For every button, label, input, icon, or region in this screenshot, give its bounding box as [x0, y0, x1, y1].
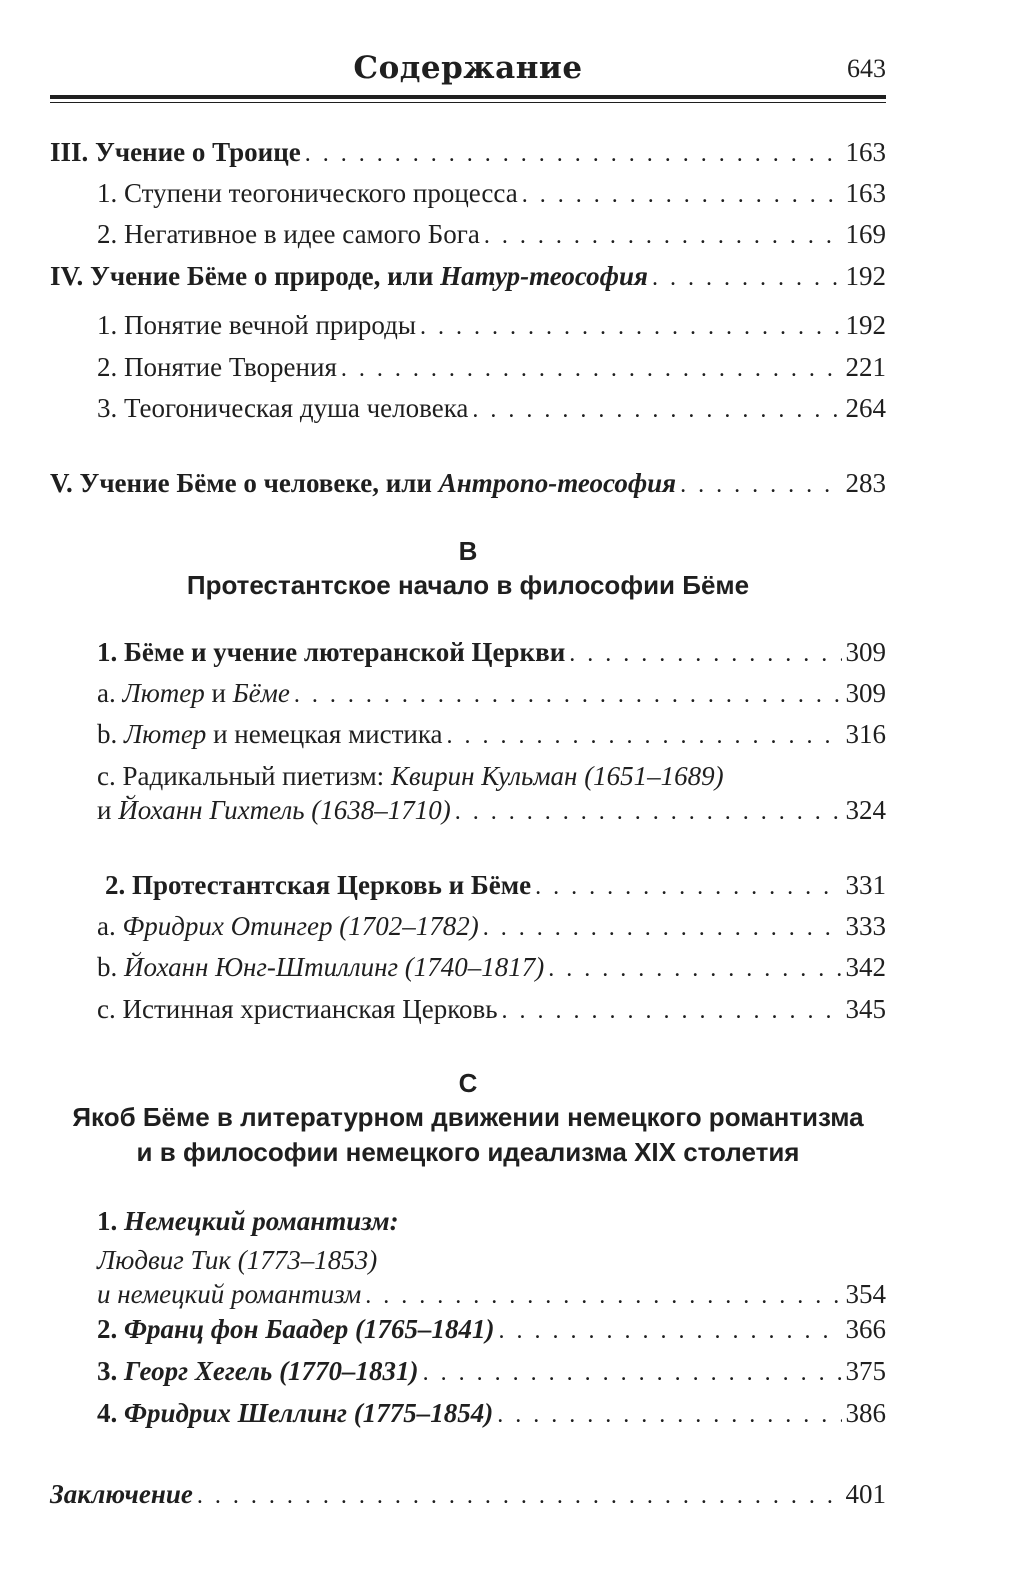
toc-page-number: 386 — [845, 1398, 886, 1428]
toc-leader — [569, 636, 841, 672]
toc-page-number: 163 — [845, 137, 886, 167]
toc-page-number: 283 — [845, 468, 886, 498]
toc-leader — [499, 1313, 842, 1349]
toc-entry-b-2c[interactable] — [97, 991, 886, 1027]
toc-leader — [497, 1397, 841, 1433]
toc-leader — [522, 177, 842, 213]
toc-entry-text: 3. Теогоническая душа человека — [97, 393, 469, 423]
toc-entry-text: III. Учение о Троице — [50, 137, 301, 167]
toc-entry-text: и Йоханн Гихтель (1638–1710) — [97, 795, 451, 825]
toc-page-number: 264 — [845, 393, 886, 423]
toc-entry-c-2[interactable] — [97, 1311, 886, 1347]
toc-leader — [455, 794, 842, 830]
toc-entry-text: 1. Ступени теогонического процесса — [97, 178, 518, 208]
toc-entry-text: a. Лютер и Бёме — [97, 678, 290, 708]
toc-leader — [365, 1278, 841, 1314]
section-c-title-line1: Якоб Бёме в литературном движении немецкого романтизма — [72, 1102, 864, 1132]
toc-page-number: 324 — [845, 795, 886, 825]
toc-entry-c-1-line1[interactable]: 1. Немецкий романтизм: — [97, 1206, 399, 1236]
toc-entry-text: Заключение — [50, 1479, 193, 1509]
toc-entry-4-3[interactable] — [97, 390, 886, 426]
toc-page-number: 309 — [845, 637, 886, 667]
section-c-title-line2: и в философии немецкого идеализма XIX столетия — [136, 1137, 800, 1167]
toc-page-number: 192 — [845, 310, 886, 340]
toc-entry-text: 2. Негативное в идее самого Бога — [97, 219, 480, 249]
toc-entry-c-4[interactable] — [97, 1395, 886, 1431]
toc-page-number: 309 — [845, 678, 886, 708]
toc-entry-b-1b[interactable] — [97, 716, 886, 752]
running-head — [50, 44, 886, 86]
toc-entry-text: b. Лютер и немецкая мистика — [97, 719, 443, 749]
toc-leader — [484, 218, 842, 254]
toc-page-number: 333 — [845, 911, 886, 941]
toc-entry-text: 3. Георг Хегель (1770–1831) — [97, 1356, 419, 1386]
toc-entry-text: 2. Протестантская Церковь и Бёме — [105, 870, 532, 900]
toc-leader — [680, 467, 841, 503]
toc-entry-3-trinity[interactable] — [50, 134, 886, 170]
toc-entry-4-nature[interactable] — [50, 258, 886, 294]
section-b-title: Протестантское начало в философии Бёме — [186, 570, 750, 600]
header-rule-thin — [50, 102, 886, 103]
running-head-page-number: 643 — [847, 54, 886, 83]
toc-leader — [502, 993, 842, 1029]
toc-entry-text: 2. Франц фон Баадер (1765–1841) — [97, 1314, 495, 1344]
toc-leader — [447, 718, 842, 754]
toc-entry-5-man[interactable] — [50, 465, 886, 501]
toc-entry-text: 4. Фридрих Шеллинг (1775–1854) — [97, 1398, 494, 1428]
toc-page-number: 342 — [845, 952, 886, 982]
toc-entry-4-1[interactable] — [97, 307, 886, 343]
toc-entry-c-3[interactable] — [97, 1353, 886, 1389]
toc-entry-c-1-line3[interactable] — [97, 1276, 886, 1312]
toc-entry-text: b. Йоханн Юнг-Штиллинг (1740–1817) — [97, 952, 545, 982]
toc-entry-text: V. Учение Бёме о человеке, или Антропо-теософия — [50, 468, 677, 498]
toc-page-number: 221 — [845, 352, 886, 382]
toc-leader — [294, 677, 842, 713]
toc-leader — [305, 136, 842, 172]
section-b-letter: B — [458, 536, 478, 566]
toc-leader — [535, 869, 841, 905]
toc-entry-b-1c-line2[interactable] — [97, 792, 886, 828]
toc-leader — [423, 1355, 842, 1391]
toc-leader — [483, 910, 842, 946]
toc-page-number: 163 — [845, 178, 886, 208]
toc-entry-4-2[interactable] — [97, 349, 886, 385]
toc-page-number: 331 — [845, 870, 886, 900]
toc-page-number: 316 — [845, 719, 886, 749]
toc-leader — [472, 392, 841, 428]
toc-entry-text: и немецкий романтизм — [97, 1279, 362, 1309]
toc-entry-text: c. Истинная христианская Церковь — [97, 994, 498, 1024]
running-head-title: Содержание — [353, 50, 583, 86]
toc-page-number: 169 — [845, 219, 886, 249]
toc-entry-3-2[interactable] — [97, 216, 886, 252]
header-rule-thick — [50, 95, 886, 99]
toc-page-number: 192 — [845, 261, 886, 291]
section-c-letter: C — [458, 1068, 478, 1098]
toc-entry-b-1[interactable] — [97, 634, 886, 670]
toc-leader — [197, 1478, 842, 1514]
toc-entry-conclusion[interactable] — [50, 1476, 886, 1512]
toc-entry-text: 2. Понятие Творения — [97, 352, 337, 382]
toc-page-number: 375 — [845, 1356, 886, 1386]
toc-entry-b-2b[interactable] — [97, 949, 886, 985]
toc-entry-b-1a[interactable] — [97, 675, 886, 711]
toc-leader — [420, 309, 842, 345]
toc-entry-text: IV. Учение Бёме о природе, или Натур-теософия — [50, 261, 648, 291]
toc-entry-3-1[interactable] — [97, 175, 886, 211]
toc-page-number: 401 — [845, 1479, 886, 1509]
toc-entry-text: a. Фридрих Отингер (1702–1782) — [97, 911, 479, 941]
toc-entry-b-2[interactable] — [105, 867, 886, 903]
toc-leader — [548, 951, 841, 987]
toc-entry-c-1-line2[interactable]: Людвиг Тик (1773–1853) — [97, 1245, 378, 1275]
toc-leader — [652, 260, 842, 296]
toc-leader — [341, 351, 842, 387]
toc-entry-text: 1. Понятие вечной природы — [97, 310, 416, 340]
toc-entry-text: 1. Бёме и учение лютеранской Церкви — [97, 637, 566, 667]
toc-entry-b-2a[interactable] — [97, 908, 886, 944]
toc-page-number: 354 — [845, 1279, 886, 1309]
toc-entry-b-1c-line1[interactable]: c. Радикальный пиетизм: Квирин Кульман (1651–1689) — [97, 761, 724, 791]
toc-page-number: 366 — [845, 1314, 886, 1344]
toc-page-number: 345 — [845, 994, 886, 1024]
